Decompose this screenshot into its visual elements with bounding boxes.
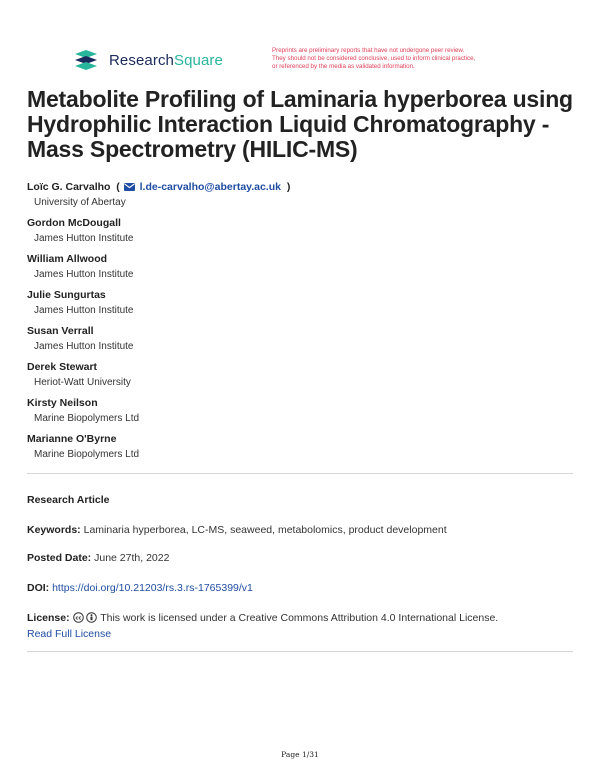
author-name: Derek Stewart [27, 361, 98, 373]
author-entry [27, 325, 290, 361]
author-affiliation: James Hutton Institute [34, 341, 134, 352]
paper-title: Metabolite Profiling of Laminaria hyperborea using Hydrophilic Interaction Liquid Chromatography - Mass Spectrometry (HILIC-MS) [27, 86, 573, 162]
author-affiliation: James Hutton Institute [34, 269, 134, 280]
author-list [27, 181, 290, 469]
author-affiliation: James Hutton Institute [34, 233, 134, 244]
keywords-value: Laminaria hyperborea, LC-MS, seaweed, metabolomics, product development [83, 524, 447, 536]
author-affiliation: James Hutton Institute [34, 305, 134, 316]
email-open-paren: ( [113, 181, 120, 193]
research-square-logo-icon [72, 48, 102, 72]
svg-text:cc: cc [75, 615, 81, 622]
author-name: William Allwood [27, 253, 108, 265]
author-entry [27, 217, 290, 253]
cc-icon [73, 612, 84, 623]
doi-label: DOI: [27, 582, 50, 594]
posted-date-label: Posted Date: [27, 552, 92, 564]
logo-square-text: Square [174, 51, 223, 69]
author-entry [27, 289, 290, 325]
author-name: Kirsty Neilson [27, 397, 98, 409]
author-name: Julie Sungurtas [27, 289, 106, 301]
mail-icon [124, 183, 135, 191]
posted-date-row [27, 551, 169, 565]
doi-link[interactable]: https://doi.org/10.21203/rs.3.rs-1765399/v1 [52, 582, 253, 594]
author-name: Susan Verrall [27, 325, 94, 337]
disclaimer-line: Preprints are preliminary reports that have not undergone peer review. [272, 47, 465, 54]
section-divider [27, 473, 573, 474]
by-icon [86, 612, 97, 623]
author-entry [27, 361, 290, 397]
logo-wordmark [109, 52, 223, 69]
author-entry [27, 181, 290, 217]
research-square-logo[interactable] [72, 48, 223, 72]
author-name: Gordon McDougall [27, 217, 121, 229]
author-entry [27, 433, 290, 469]
read-full-license-link[interactable]: Read Full License [27, 628, 112, 640]
author-affiliation: Marine Biopolymers Ltd [34, 413, 140, 424]
author-affiliation: Heriot-Watt University [34, 377, 131, 388]
logo-research-text: Research [109, 51, 174, 69]
author-email-link[interactable]: l.de-carvalho@abertay.ac.uk [139, 181, 281, 193]
article-type-label: Research Article [27, 494, 110, 506]
author-name: Loïc G. Carvalho [27, 181, 111, 193]
keywords-label: Keywords: [27, 524, 81, 536]
license-text: This work is licensed under a Creative Commons Attribution 4.0 International License. [100, 612, 499, 624]
author-entry [27, 397, 290, 433]
posted-date-value: June 27th, 2022 [94, 552, 170, 564]
page-number: Page 1/31 [281, 750, 319, 759]
article-type [27, 493, 110, 507]
email-close-paren: ) [283, 181, 291, 193]
author-entry [27, 253, 290, 289]
section-divider [27, 651, 573, 652]
disclaimer-line: or referenced by the media as validated information. [272, 62, 415, 70]
preprint-disclaimer [272, 47, 542, 70]
disclaimer-line: They should not be considered conclusive, used to inform clinical practice, [272, 54, 476, 62]
author-name: Marianne O'Byrne [27, 433, 117, 445]
keywords-row [27, 523, 447, 537]
license-label: License: [27, 612, 70, 624]
author-affiliation: University of Abertay [34, 197, 126, 208]
license-row [27, 611, 573, 625]
author-name-line [27, 181, 290, 194]
read-license-row [27, 627, 111, 641]
doi-row [27, 581, 253, 595]
author-affiliation: Marine Biopolymers Ltd [34, 449, 140, 460]
